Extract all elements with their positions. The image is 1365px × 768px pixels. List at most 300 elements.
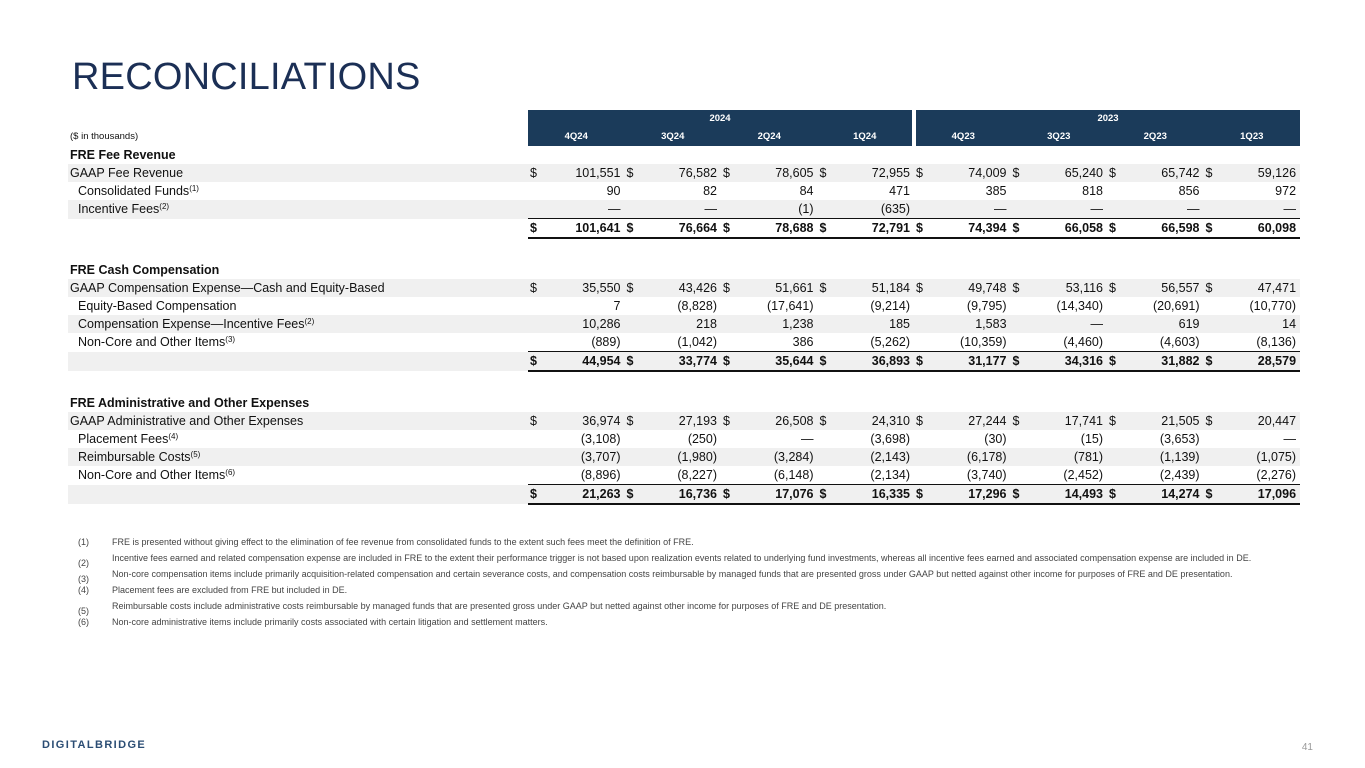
currency-symbol	[721, 466, 739, 485]
total-row	[68, 485, 1300, 505]
currency-symbol	[528, 430, 546, 448]
value-cell: —	[1222, 200, 1301, 219]
footnote-item	[78, 537, 1298, 549]
currency-symbol	[914, 200, 932, 219]
section-spacer	[68, 238, 1300, 261]
table-row	[68, 333, 1300, 352]
currency-symbol	[1204, 333, 1222, 352]
currency-symbol	[1011, 315, 1029, 333]
row-label-text: Equity-Based Compensation	[78, 299, 237, 313]
value-cell: —	[1029, 200, 1108, 219]
section-heading: FRE Fee Revenue	[70, 148, 176, 162]
currency-symbol: $	[1011, 412, 1029, 430]
header-blank	[68, 110, 528, 128]
quarter-header-row	[68, 128, 1300, 146]
currency-symbol	[818, 333, 836, 352]
value-cell: —	[801, 432, 814, 446]
currency-symbol	[1011, 200, 1029, 219]
value-cell: 47,471	[1222, 279, 1301, 297]
footnote-ref: (3)	[225, 335, 236, 345]
row-label	[68, 430, 528, 448]
value-cell: 65,742	[1125, 164, 1204, 182]
value-cell: (2,452)	[1063, 468, 1104, 482]
currency-symbol	[528, 297, 546, 315]
currency-symbol: $	[625, 164, 643, 182]
row-label-text: GAAP Fee Revenue	[70, 166, 184, 180]
value-cell: (8,896)	[580, 468, 621, 482]
table-row	[68, 182, 1300, 200]
currency-symbol: $	[914, 352, 932, 372]
section-heading-row	[68, 261, 1300, 279]
value-cell: 26,508	[739, 412, 818, 430]
total-value-cell: 34,316	[1029, 352, 1108, 372]
footnote-number: (4)	[78, 585, 89, 595]
table-row	[68, 297, 1300, 315]
row-label	[68, 448, 528, 466]
currency-symbol	[721, 297, 739, 315]
row-label	[68, 315, 528, 333]
currency-symbol	[721, 430, 739, 448]
currency-symbol	[1107, 333, 1125, 352]
footnote-text: Reimbursable costs include administrative costs reimbursable by managed funds that are presented gross under GAAP but netted against other income for purposes of FRE and DE presentation.	[112, 601, 887, 611]
total-value-cell: 44,954	[546, 352, 625, 372]
row-label	[68, 297, 528, 315]
total-value-cell: 17,296	[932, 485, 1011, 505]
footnote-number: (6)	[78, 617, 89, 627]
currency-symbol: $	[625, 352, 643, 372]
currency-symbol	[818, 448, 836, 466]
total-row	[68, 352, 1300, 372]
total-value-cell: 14,493	[1029, 485, 1108, 505]
currency-symbol: $	[818, 485, 836, 505]
total-value-cell: 60,098	[1222, 219, 1301, 239]
value-cell: 21,505	[1125, 412, 1204, 430]
currency-symbol	[528, 200, 546, 219]
value-cell: (9,214)	[870, 299, 911, 313]
value-cell: 17,741	[1029, 412, 1108, 430]
page-title: RECONCILIATIONS	[72, 56, 421, 98]
currency-symbol: $	[818, 412, 836, 430]
value-cell: (4,603)	[1159, 335, 1200, 349]
currency-symbol	[1107, 200, 1125, 219]
value-cell: 53,116	[1029, 279, 1108, 297]
total-value-cell: 33,774	[643, 352, 722, 372]
row-label-text: Incentive Fees	[78, 202, 160, 217]
currency-symbol	[1011, 333, 1029, 352]
value-cell: 619	[1125, 315, 1204, 333]
value-cell: (8,828)	[677, 299, 717, 313]
value-cell: —	[546, 200, 625, 219]
row-label	[68, 412, 528, 430]
total-value-cell: 66,058	[1029, 219, 1108, 239]
value-cell: 84	[799, 184, 814, 198]
currency-symbol	[818, 466, 836, 485]
total-value-cell: 17,096	[1222, 485, 1301, 505]
table-row	[68, 466, 1300, 485]
value-cell: (1,075)	[1222, 448, 1301, 466]
currency-symbol	[1107, 466, 1125, 485]
reconciliation-table	[68, 110, 1300, 505]
currency-symbol: $	[1107, 412, 1125, 430]
value-cell: 76,582	[643, 164, 722, 182]
value-cell: 27,193	[643, 412, 722, 430]
currency-symbol: $	[528, 352, 546, 372]
currency-symbol	[528, 448, 546, 466]
currency-symbol: $	[914, 164, 932, 182]
currency-symbol	[721, 448, 739, 466]
currency-symbol	[721, 315, 739, 333]
currency-symbol: $	[625, 412, 643, 430]
section-heading-row	[68, 146, 1300, 164]
total-value-cell: 31,177	[932, 352, 1011, 372]
total-value-cell: 16,335	[836, 485, 915, 505]
value-cell: —	[1029, 315, 1108, 333]
value-cell: (635)	[836, 200, 915, 219]
section-spacer	[68, 371, 1300, 394]
currency-symbol	[1204, 182, 1222, 200]
footnote-text: Incentive fees earned and related compensation expense are included in FRE to the extent their performance trigger is not based upon realization events related to underlying fund investments, whereas all incentive fees earned and associated compensation expense are included in DE.	[112, 553, 1252, 563]
value-cell: (889)	[591, 335, 621, 349]
total-value-cell: 72,791	[836, 219, 915, 239]
currency-symbol: $	[818, 352, 836, 372]
currency-symbol: $	[528, 219, 546, 239]
value-cell: 65,240	[1029, 164, 1108, 182]
quarter-header-1q24: 1Q24	[818, 128, 915, 146]
currency-symbol: $	[721, 412, 739, 430]
currency-symbol	[914, 448, 932, 466]
total-value-cell: 17,076	[739, 485, 818, 505]
currency-symbol	[1107, 182, 1125, 200]
value-cell: 972	[1275, 184, 1297, 198]
currency-symbol: $	[1204, 279, 1222, 297]
table-row	[68, 164, 1300, 182]
total-value-cell: 21,263	[546, 485, 625, 505]
value-cell: (14,340)	[1056, 299, 1104, 313]
currency-symbol	[721, 200, 739, 219]
quarter-header-4q23: 4Q23	[914, 128, 1011, 146]
currency-symbol: $	[914, 412, 932, 430]
currency-symbol	[914, 333, 932, 352]
currency-symbol: $	[818, 164, 836, 182]
value-cell: (3,740)	[966, 468, 1007, 482]
footnote-number: (3)	[78, 574, 89, 584]
quarter-header-2q23: 2Q23	[1107, 128, 1204, 146]
units-note: ($ in thousands)	[70, 131, 139, 142]
value-cell: —	[932, 200, 1011, 219]
quarter-header-3q24: 3Q24	[625, 128, 722, 146]
currency-symbol: $	[625, 219, 643, 239]
currency-symbol: $	[1107, 352, 1125, 372]
currency-symbol	[528, 182, 546, 200]
currency-symbol: $	[1107, 485, 1125, 505]
value-cell: —	[643, 200, 722, 219]
value-cell: (3,284)	[739, 448, 818, 466]
currency-symbol	[1204, 466, 1222, 485]
value-cell: 10,286	[546, 315, 625, 333]
row-label-text: Compensation Expense—Incentive Fees	[78, 317, 305, 331]
value-cell: 185	[836, 315, 915, 333]
value-cell: (3,698)	[870, 432, 911, 446]
currency-symbol: $	[721, 164, 739, 182]
total-value-cell: 76,664	[643, 219, 722, 239]
year-header-row	[68, 110, 1300, 128]
currency-symbol	[818, 200, 836, 219]
currency-symbol: $	[818, 219, 836, 239]
currency-symbol	[914, 430, 932, 448]
currency-symbol: $	[1011, 485, 1029, 505]
currency-symbol	[818, 315, 836, 333]
value-cell: 1,583	[932, 315, 1011, 333]
currency-symbol	[914, 466, 932, 485]
currency-symbol	[914, 182, 932, 200]
value-cell: (4,460)	[1063, 335, 1104, 349]
footnote-item	[78, 553, 1298, 568]
currency-symbol	[625, 333, 643, 352]
currency-symbol: $	[721, 279, 739, 297]
currency-symbol: $	[1107, 219, 1125, 239]
value-cell: 51,184	[836, 279, 915, 297]
value-cell: (17,641)	[766, 299, 814, 313]
value-cell: 74,009	[932, 164, 1011, 182]
currency-symbol	[721, 182, 739, 200]
total-row	[68, 219, 1300, 239]
value-cell: (3,653)	[1159, 432, 1200, 446]
value-cell: 43,426	[643, 279, 722, 297]
currency-symbol	[625, 315, 643, 333]
currency-symbol: $	[1011, 279, 1029, 297]
value-cell: 82	[703, 184, 717, 198]
value-cell: (10,359)	[959, 335, 1007, 349]
value-cell: 856	[1178, 184, 1200, 198]
total-value-cell: 31,882	[1125, 352, 1204, 372]
row-label-text: GAAP Compensation Expense—Cash and Equity-Based	[70, 281, 385, 295]
currency-symbol: $	[528, 279, 546, 297]
value-cell: 24,310	[836, 412, 915, 430]
footnote-item	[78, 601, 1298, 616]
value-cell: 471	[889, 184, 911, 198]
currency-symbol: $	[721, 219, 739, 239]
value-cell: (2,439)	[1159, 468, 1200, 482]
row-label	[68, 333, 528, 352]
value-cell: 1,238	[739, 315, 818, 333]
row-label-text: Consolidated Funds	[78, 184, 190, 198]
table-row	[68, 200, 1300, 219]
row-label	[68, 466, 528, 485]
currency-symbol: $	[721, 485, 739, 505]
value-cell: 49,748	[932, 279, 1011, 297]
currency-symbol	[528, 315, 546, 333]
row-label	[68, 279, 528, 297]
currency-symbol	[625, 297, 643, 315]
value-cell: 78,605	[739, 164, 818, 182]
footnote-text: FRE is presented without giving effect to the elimination of fee revenue from consolidated funds to the extent such fees meet the definition of FRE.	[112, 537, 694, 547]
value-cell: (1,042)	[677, 335, 717, 349]
total-value-cell: 101,641	[546, 219, 625, 239]
table-row	[68, 412, 1300, 430]
total-label-blank	[68, 485, 528, 505]
total-label-blank	[68, 352, 528, 372]
footnote-text: Placement fees are excluded from FRE but included in DE.	[112, 585, 348, 595]
currency-symbol: $	[1204, 352, 1222, 372]
row-label	[68, 200, 528, 219]
currency-symbol	[528, 333, 546, 352]
currency-symbol	[914, 297, 932, 315]
currency-symbol	[1204, 448, 1222, 466]
table-row	[68, 315, 1300, 333]
value-cell: (3,707)	[546, 448, 625, 466]
currency-symbol	[625, 466, 643, 485]
currency-symbol	[625, 430, 643, 448]
currency-symbol	[1011, 297, 1029, 315]
value-cell: (2,276)	[1256, 468, 1297, 482]
total-label-blank	[68, 219, 528, 239]
currency-symbol: $	[528, 164, 546, 182]
footnotes	[78, 537, 1298, 633]
currency-symbol	[1107, 448, 1125, 466]
footnote-item	[78, 569, 1298, 584]
quarter-header-3q23: 3Q23	[1011, 128, 1108, 146]
currency-symbol	[818, 430, 836, 448]
value-cell: —	[1283, 432, 1297, 446]
value-cell: 386	[792, 335, 814, 349]
value-cell: (2,134)	[870, 468, 911, 482]
total-value-cell: 36,893	[836, 352, 915, 372]
currency-symbol	[1107, 430, 1125, 448]
value-cell: —	[1125, 200, 1204, 219]
quarter-header-4q24: 4Q24	[528, 128, 625, 146]
year-header-2024: 2024	[528, 110, 914, 128]
year-header-2023: 2023	[914, 110, 1300, 128]
currency-symbol: $	[1011, 219, 1029, 239]
currency-symbol	[818, 297, 836, 315]
footnote-text: Non-core compensation items include primarily acquisition-related compensation and certain severance costs, and compensation costs reimbursable by managed funds that are presented gross under GAAP but netted against other income for purposes of FRE and DE presentation.	[112, 569, 1233, 579]
currency-symbol	[818, 182, 836, 200]
currency-symbol: $	[1204, 412, 1222, 430]
value-cell: (5,262)	[870, 335, 911, 349]
currency-symbol: $	[1204, 164, 1222, 182]
currency-symbol	[1204, 430, 1222, 448]
footnote-ref: (2)	[159, 202, 170, 212]
value-cell: (781)	[1029, 448, 1108, 466]
footnote-text: Non-core administrative items include primarily costs associated with certain litigation and settlement matters.	[112, 617, 548, 627]
footnote-number: (5)	[78, 606, 89, 616]
currency-symbol	[625, 182, 643, 200]
value-cell: 27,244	[932, 412, 1011, 430]
value-cell: 35,550	[546, 279, 625, 297]
value-cell: (20,691)	[1152, 299, 1200, 313]
value-cell: (6,178)	[932, 448, 1011, 466]
table-row	[68, 448, 1300, 466]
currency-symbol	[1204, 315, 1222, 333]
value-cell: (6,148)	[773, 468, 814, 482]
total-value-cell: 66,598	[1125, 219, 1204, 239]
currency-symbol: $	[914, 219, 932, 239]
currency-symbol	[1011, 182, 1029, 200]
currency-symbol: $	[625, 485, 643, 505]
currency-symbol: $	[818, 279, 836, 297]
currency-symbol	[1204, 200, 1222, 219]
currency-symbol: $	[1107, 164, 1125, 182]
value-cell: 51,661	[739, 279, 818, 297]
row-label	[68, 182, 528, 200]
value-cell: 218	[643, 315, 722, 333]
value-cell: (1,980)	[643, 448, 722, 466]
row-label	[68, 164, 528, 182]
currency-symbol: $	[721, 352, 739, 372]
footnote-ref: (1)	[189, 184, 199, 193]
footnote-ref: (4)	[168, 432, 179, 441]
value-cell: (8,136)	[1256, 335, 1297, 349]
value-cell: 818	[1082, 184, 1104, 198]
value-cell: (10,770)	[1249, 299, 1297, 313]
total-value-cell: 74,394	[932, 219, 1011, 239]
row-label-text: GAAP Administrative and Other Expenses	[70, 414, 304, 428]
footnote-item	[78, 617, 1298, 629]
total-value-cell: 16,736	[643, 485, 722, 505]
value-cell: (15)	[1080, 432, 1104, 446]
currency-symbol	[914, 315, 932, 333]
currency-symbol: $	[528, 485, 546, 505]
section-heading-row	[68, 394, 1300, 412]
section-heading: FRE Cash Compensation	[70, 263, 220, 277]
currency-symbol	[1011, 430, 1029, 448]
value-cell: (1,139)	[1125, 448, 1204, 466]
row-label-text: Placement Fees	[78, 432, 169, 446]
total-value-cell: 14,274	[1125, 485, 1204, 505]
currency-symbol	[1011, 448, 1029, 466]
value-cell: (30)	[984, 432, 1007, 446]
quarter-header-1q23: 1Q23	[1204, 128, 1301, 146]
currency-symbol	[721, 333, 739, 352]
currency-symbol: $	[914, 279, 932, 297]
currency-symbol: $	[914, 485, 932, 505]
row-label-text: Non-Core and Other Items	[78, 335, 226, 350]
value-cell: 90	[606, 184, 621, 198]
value-cell: 59,126	[1222, 164, 1301, 182]
currency-symbol	[1204, 297, 1222, 315]
value-cell: (1)	[739, 200, 818, 219]
currency-symbol: $	[625, 279, 643, 297]
currency-symbol	[1011, 466, 1029, 485]
footnote-ref: (6)	[225, 468, 236, 478]
currency-symbol: $	[1204, 219, 1222, 239]
table-row	[68, 279, 1300, 297]
currency-symbol	[625, 200, 643, 219]
footnote-number: (1)	[78, 537, 89, 547]
value-cell: 385	[985, 184, 1007, 198]
footnote-ref: (2)	[304, 317, 315, 326]
total-value-cell: 35,644	[739, 352, 818, 372]
total-value-cell: 78,688	[739, 219, 818, 239]
currency-symbol: $	[528, 412, 546, 430]
currency-symbol: $	[1011, 352, 1029, 372]
value-cell: (250)	[687, 432, 717, 446]
footnote-number: (2)	[78, 558, 89, 568]
row-label-text: Reimbursable Costs	[78, 450, 191, 464]
value-cell: 36,974	[546, 412, 625, 430]
value-cell: 101,551	[546, 164, 625, 182]
quarter-header-2q24: 2Q24	[721, 128, 818, 146]
currency-symbol: $	[1107, 279, 1125, 297]
section-heading: FRE Administrative and Other Expenses	[70, 396, 310, 410]
table-row	[68, 430, 1300, 448]
value-cell: (3,108)	[580, 432, 621, 446]
page-number: 41	[1301, 742, 1313, 753]
currency-symbol	[1107, 297, 1125, 315]
value-cell: 56,557	[1125, 279, 1204, 297]
digitalbridge-logo: DIGITALBRIDGE	[42, 739, 147, 751]
spacer-cell	[68, 371, 1300, 394]
